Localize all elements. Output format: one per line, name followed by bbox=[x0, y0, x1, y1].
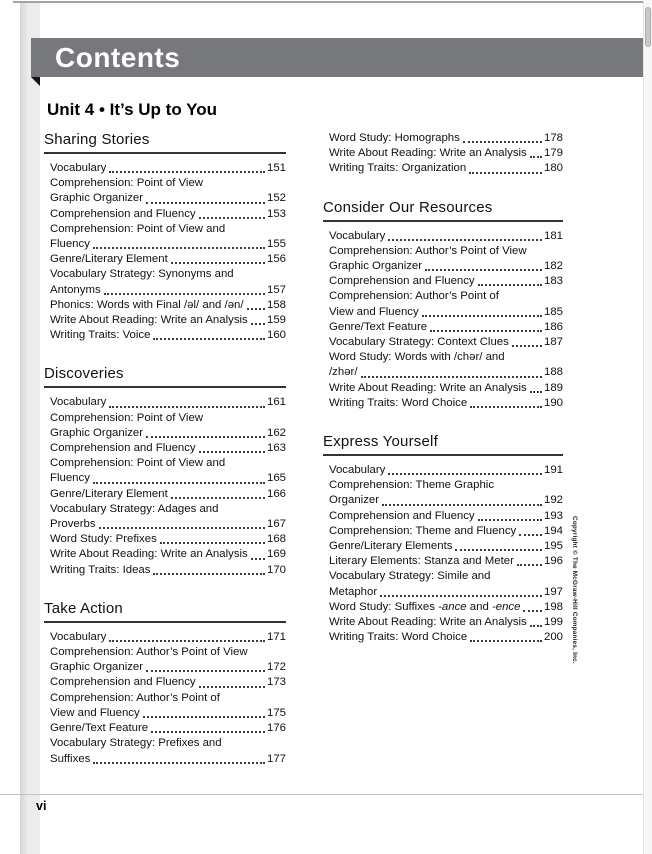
toc-entry-lastline bbox=[329, 396, 563, 411]
toc-entry-lastline bbox=[329, 524, 563, 539]
toc-section-heading: Consider Our Resources bbox=[323, 199, 563, 222]
toc-entry bbox=[323, 509, 563, 524]
dot-leader bbox=[171, 497, 265, 499]
toc-section-heading: Sharing Stories bbox=[44, 131, 286, 154]
toc-entry-page: 153 bbox=[266, 207, 286, 220]
toc-entry-label: Comprehension and Fluency bbox=[50, 442, 196, 455]
dot-leader bbox=[422, 315, 542, 317]
toc-entry-label: Genre/Literary Elements bbox=[329, 540, 453, 553]
toc-entry bbox=[323, 615, 563, 630]
toc-column-right bbox=[323, 131, 563, 767]
dot-leader bbox=[530, 156, 542, 158]
toc-entry-label: Word Study: Prefixes bbox=[50, 533, 157, 546]
toc-entry-label: /zhər/ bbox=[329, 366, 358, 379]
dot-leader bbox=[388, 473, 542, 475]
toc-entry-line bbox=[329, 569, 563, 584]
toc-entry-label: Genre/Literary Element bbox=[50, 253, 168, 266]
toc-entry-lastline bbox=[329, 274, 563, 289]
toc-entry-lastline bbox=[329, 630, 563, 645]
toc-entry-lastline bbox=[50, 630, 286, 645]
toc-entry bbox=[323, 335, 563, 350]
dot-leader bbox=[99, 527, 265, 529]
toc-entry-lastline bbox=[329, 493, 563, 508]
toc-section-heading: Discoveries bbox=[44, 365, 286, 388]
toc-entry bbox=[44, 313, 286, 328]
toc-entry bbox=[44, 252, 286, 267]
toc-entry-label: Phonics: Words with Final /əl/ and /ən/ bbox=[50, 298, 244, 311]
dot-leader bbox=[146, 670, 265, 672]
toc-entry bbox=[44, 736, 286, 766]
toc-entry-page: 189 bbox=[543, 381, 563, 394]
toc-entry-line bbox=[50, 222, 286, 237]
dot-leader bbox=[470, 640, 542, 642]
toc-entry-label: Vocabulary Strategy: Simile and bbox=[329, 570, 491, 583]
toc-entry bbox=[44, 721, 286, 736]
dot-leader bbox=[519, 534, 542, 536]
toc-entry-label: Vocabulary bbox=[329, 464, 386, 477]
dot-leader bbox=[93, 482, 265, 484]
dot-leader bbox=[512, 345, 542, 347]
toc-entry bbox=[323, 524, 563, 539]
dot-leader bbox=[251, 558, 265, 560]
toc-entry-label: Metaphor bbox=[329, 585, 378, 598]
dot-leader bbox=[199, 451, 265, 453]
toc-entry-page: 185 bbox=[543, 305, 563, 318]
toc-entry-label: Writing Traits: Voice bbox=[50, 329, 151, 342]
toc-entry-page: 177 bbox=[266, 752, 286, 765]
toc-entry-page: 181 bbox=[543, 229, 563, 242]
toc-section bbox=[323, 199, 563, 411]
toc-entry-page: 156 bbox=[266, 253, 286, 266]
toc-columns bbox=[44, 131, 563, 767]
toc-entry-lastline bbox=[329, 335, 563, 350]
toc-section bbox=[323, 433, 563, 645]
scrollbar[interactable] bbox=[643, 0, 652, 854]
page-title: Contents bbox=[55, 42, 181, 73]
toc-column-left bbox=[44, 131, 286, 767]
toc-entry bbox=[323, 381, 563, 396]
toc-entry bbox=[44, 547, 286, 562]
toc-entry-line bbox=[50, 736, 286, 751]
toc-entry-lastline bbox=[50, 487, 286, 502]
toc-entry bbox=[323, 463, 563, 478]
toc-entry bbox=[323, 320, 563, 335]
toc-entry bbox=[323, 274, 563, 289]
dot-leader bbox=[104, 293, 265, 295]
toc-entry-lastline bbox=[50, 721, 286, 736]
toc-entry-label: Graphic Organizer bbox=[50, 661, 144, 674]
toc-entry-lastline bbox=[329, 365, 563, 380]
footer-rule bbox=[0, 794, 643, 795]
toc-entry-page: 187 bbox=[543, 336, 563, 349]
toc-entry-line bbox=[329, 289, 563, 304]
toc-entry bbox=[44, 645, 286, 675]
toc-entry-lastline bbox=[50, 313, 286, 328]
toc-entry-label: Writing Traits: Word Choice bbox=[329, 631, 468, 644]
toc-entry-label: Comprehension: Author’s Point of View bbox=[50, 646, 248, 659]
toc-entry bbox=[323, 244, 563, 274]
dot-leader bbox=[530, 391, 542, 393]
toc-section bbox=[44, 600, 286, 767]
toc-entry-label: Comprehension and Fluency bbox=[50, 207, 196, 220]
toc-entry bbox=[44, 222, 286, 252]
toc-entry-lastline bbox=[50, 706, 286, 721]
toc-entry-label: Comprehension: Point of View bbox=[50, 177, 204, 190]
toc-entry-lastline bbox=[329, 509, 563, 524]
toc-entry-line bbox=[50, 645, 286, 660]
dot-leader bbox=[478, 284, 542, 286]
toc-entry-page: 186 bbox=[543, 320, 563, 333]
toc-entry-lastline bbox=[50, 547, 286, 562]
toc-entry bbox=[44, 176, 286, 206]
toc-entry-page: 180 bbox=[543, 162, 563, 175]
toc-entry-label: Write About Reading: Write an Analysis bbox=[329, 616, 527, 629]
toc-entry-line bbox=[50, 691, 286, 706]
toc-entry bbox=[44, 691, 286, 721]
toc-entry-lastline bbox=[50, 252, 286, 267]
dot-leader bbox=[93, 247, 265, 249]
toc-entry-page: 197 bbox=[543, 585, 563, 598]
toc-entry-label: Write About Reading: Write an Analysis bbox=[50, 314, 248, 327]
toc-entry bbox=[323, 289, 563, 319]
toc-entry-lastline bbox=[329, 600, 563, 615]
toc-entry-page: 165 bbox=[266, 472, 286, 485]
dot-leader bbox=[199, 217, 265, 219]
toc-entry-label: Genre/Text Feature bbox=[329, 320, 428, 333]
toc-entry-label: Comprehension and Fluency bbox=[329, 275, 475, 288]
toc-entry-label: View and Fluency bbox=[329, 305, 419, 318]
toc-entry-label: Word Study: Words with /chər/ and bbox=[329, 351, 505, 364]
toc-entry bbox=[44, 675, 286, 690]
toc-entry-lastline bbox=[329, 146, 563, 161]
toc-entry-page: 173 bbox=[266, 676, 286, 689]
toc-entry-lastline bbox=[329, 320, 563, 335]
toc-entry-lastline bbox=[50, 191, 286, 206]
unit-title: Unit 4 • It’s Up to You bbox=[47, 100, 217, 119]
toc-entry-page: 172 bbox=[266, 661, 286, 674]
toc-entry bbox=[323, 131, 563, 146]
dot-leader bbox=[388, 239, 542, 241]
toc-entry-label: Literary Elements: Stanza and Meter bbox=[329, 555, 514, 568]
dot-leader bbox=[455, 549, 542, 551]
toc-entry-page: 198 bbox=[543, 600, 563, 613]
toc-entry-page: 157 bbox=[266, 283, 286, 296]
toc-entry-lastline bbox=[50, 563, 286, 578]
toc-entry-label: Vocabulary bbox=[50, 630, 107, 643]
contents-banner bbox=[31, 38, 643, 77]
toc-entry bbox=[323, 554, 563, 569]
toc-entry bbox=[323, 569, 563, 599]
toc-entry-lastline bbox=[329, 554, 563, 569]
toc-entry-label: Write About Reading: Write an Analysis bbox=[329, 147, 527, 160]
scrollbar-thumb[interactable] bbox=[645, 7, 651, 47]
toc-entry-lastline bbox=[50, 328, 286, 343]
dot-leader bbox=[523, 610, 542, 612]
page-number: vi bbox=[36, 799, 47, 813]
toc-entry-label: Organizer bbox=[329, 494, 380, 507]
toc-entry-page: 192 bbox=[543, 494, 563, 507]
dot-leader bbox=[146, 202, 265, 204]
dot-leader bbox=[143, 716, 265, 718]
toc-entry-page: 166 bbox=[266, 487, 286, 500]
toc-entry-page: 183 bbox=[543, 275, 563, 288]
dot-leader bbox=[109, 406, 265, 408]
toc-entry-label: Writing Traits: Word Choice bbox=[329, 396, 468, 409]
dot-leader bbox=[146, 436, 265, 438]
toc-entry bbox=[44, 161, 286, 176]
toc-entry-page: 190 bbox=[543, 396, 563, 409]
toc-entry-page: 193 bbox=[543, 509, 563, 522]
toc-entry-lastline bbox=[50, 441, 286, 456]
toc-entry-label: Vocabulary Strategy: Context Clues bbox=[329, 336, 509, 349]
toc-entry-page: 191 bbox=[543, 464, 563, 477]
toc-entry-label: Proverbs bbox=[50, 518, 96, 531]
toc-entry-label: Graphic Organizer bbox=[329, 260, 423, 273]
toc-entry-label: Write About Reading: Write an Analysis bbox=[329, 381, 527, 394]
toc-entry bbox=[323, 539, 563, 554]
toc-entry-lastline bbox=[329, 381, 563, 396]
dot-leader bbox=[199, 686, 265, 688]
toc-entry bbox=[323, 478, 563, 508]
toc-entry-page: 168 bbox=[266, 533, 286, 546]
toc-entry-label: Genre/Literary Element bbox=[50, 487, 168, 500]
toc-entry-lastline bbox=[50, 675, 286, 690]
toc-entry bbox=[44, 532, 286, 547]
toc-entry-lastline bbox=[50, 517, 286, 532]
toc-entry-page: 194 bbox=[543, 524, 563, 537]
toc-entry-lastline bbox=[50, 752, 286, 767]
toc-entry-label: Comprehension: Author’s Point of View bbox=[329, 244, 527, 257]
toc-entry-label: Vocabulary Strategy: Adages and bbox=[50, 502, 219, 515]
toc-entry-lastline bbox=[50, 207, 286, 222]
toc-entry bbox=[44, 395, 286, 410]
dot-leader bbox=[109, 171, 265, 173]
toc-entry bbox=[44, 563, 286, 578]
toc-entry-label: Vocabulary Strategy: Prefixes and bbox=[50, 737, 222, 750]
toc-entry-page: 169 bbox=[266, 548, 286, 561]
toc-entry bbox=[323, 396, 563, 411]
toc-entry-line bbox=[50, 267, 286, 282]
toc-entry-page: 179 bbox=[543, 147, 563, 160]
toc-entry-label: Comprehension: Author’s Point of bbox=[329, 290, 499, 303]
dot-leader bbox=[151, 731, 265, 733]
dot-leader bbox=[463, 141, 542, 143]
toc-entry-lastline bbox=[50, 426, 286, 441]
dot-leader bbox=[470, 406, 542, 408]
toc-entry bbox=[44, 441, 286, 456]
toc-entry-lastline bbox=[329, 305, 563, 320]
toc-entry-lastline bbox=[329, 463, 563, 478]
toc-entry-line bbox=[329, 244, 563, 259]
toc-entry-lastline bbox=[50, 237, 286, 252]
toc-entry-label: Fluency bbox=[50, 472, 90, 485]
dot-leader bbox=[93, 762, 265, 764]
toc-entry-page: 151 bbox=[266, 162, 286, 174]
toc-entry-lastline bbox=[329, 161, 563, 176]
toc-section-heading: Express Yourself bbox=[323, 433, 563, 456]
toc-entry-label: Comprehension: Point of View and bbox=[50, 457, 226, 470]
toc-entry-label: Genre/Text Feature bbox=[50, 722, 149, 735]
toc-section-heading: Take Action bbox=[44, 600, 286, 623]
toc-entry-lastline bbox=[329, 229, 563, 244]
toc-entry-page: 159 bbox=[266, 314, 286, 327]
toc-entry-label: Fluency bbox=[50, 238, 90, 251]
toc-entry-page: 195 bbox=[543, 540, 563, 553]
toc-entry-label: Vocabulary bbox=[50, 396, 107, 409]
toc-entry-label: Comprehension: Theme and Fluency bbox=[329, 524, 517, 537]
toc-entry bbox=[44, 267, 286, 297]
toc-entry-page: 178 bbox=[543, 132, 563, 144]
toc-entry-label: Comprehension and Fluency bbox=[329, 509, 475, 522]
toc-entry bbox=[44, 502, 286, 532]
toc-entry bbox=[44, 411, 286, 441]
document-page bbox=[40, 3, 643, 854]
toc-entry-lastline bbox=[50, 471, 286, 486]
toc-entry-page: 196 bbox=[543, 555, 563, 568]
toc-entry-lastline bbox=[50, 298, 286, 313]
toc-section bbox=[44, 131, 286, 343]
dot-leader bbox=[469, 172, 542, 174]
toc-entry bbox=[44, 630, 286, 645]
toc-entry-label: Graphic Organizer bbox=[50, 426, 144, 439]
dot-leader bbox=[160, 542, 265, 544]
dot-leader bbox=[153, 573, 265, 575]
toc-entry-page: 162 bbox=[266, 426, 286, 439]
toc-entry-page: 155 bbox=[266, 238, 286, 251]
toc-entry bbox=[44, 456, 286, 486]
toc-entry-lastline bbox=[329, 259, 563, 274]
toc-entry-label: Word Study: Homographs bbox=[329, 132, 460, 144]
toc-entry-label: View and Fluency bbox=[50, 706, 140, 719]
toc-entry bbox=[44, 487, 286, 502]
dot-leader bbox=[380, 595, 542, 597]
toc-entry-page: 200 bbox=[543, 631, 563, 644]
dot-leader bbox=[247, 308, 265, 310]
toc-entry-lastline bbox=[50, 395, 286, 410]
toc-entry-page: 158 bbox=[266, 298, 286, 311]
toc-entry bbox=[44, 298, 286, 313]
toc-entry-label: Comprehension: Author’s Point of bbox=[50, 691, 220, 704]
toc-entry-page: 152 bbox=[266, 192, 286, 205]
toc-entry-page: 176 bbox=[266, 722, 286, 735]
toc-entry-page: 161 bbox=[266, 396, 286, 409]
toc-entry bbox=[323, 630, 563, 645]
toc-entry-lastline bbox=[50, 283, 286, 298]
dot-leader bbox=[478, 519, 542, 521]
toc-entry-lastline bbox=[329, 615, 563, 630]
dot-leader bbox=[361, 376, 542, 378]
toc-entry-label: Comprehension: Point of View bbox=[50, 411, 204, 424]
toc-entry-line bbox=[329, 478, 563, 493]
toc-entry-lastline bbox=[50, 161, 286, 176]
dot-leader bbox=[425, 269, 542, 271]
dot-leader bbox=[171, 262, 265, 264]
toc-entry-label: Writing Traits: Organization bbox=[329, 162, 467, 175]
copyright-vertical-text: Copyright © The McGraw-Hill Companies, Inc. bbox=[571, 516, 578, 664]
toc-entry bbox=[44, 328, 286, 343]
dot-leader bbox=[251, 323, 265, 325]
toc-entry-page: 188 bbox=[543, 366, 563, 379]
toc-entry-lastline bbox=[329, 539, 563, 554]
toc-entry-page: 175 bbox=[266, 706, 286, 719]
toc-entry-label: Vocabulary Strategy: Synonyms and bbox=[50, 268, 234, 281]
toc-entry-lastline bbox=[329, 131, 563, 146]
toc-entry-line bbox=[329, 350, 563, 365]
toc-entry-label: Antonyms bbox=[50, 283, 101, 296]
toc-entry-page: 199 bbox=[543, 616, 563, 629]
dot-leader bbox=[530, 625, 542, 627]
toc-entry-label: Word Study: Suffixes -ance and -ence bbox=[329, 600, 521, 613]
toc-entry-line bbox=[50, 456, 286, 471]
toc-section bbox=[44, 365, 286, 577]
toc-entry bbox=[323, 161, 563, 176]
toc-entry bbox=[323, 146, 563, 161]
toc-entry-page: 171 bbox=[266, 630, 286, 643]
toc-entry-label: Graphic Organizer bbox=[50, 192, 144, 205]
toc-entry bbox=[323, 229, 563, 244]
toc-entry-page: 167 bbox=[266, 518, 286, 531]
toc-entry bbox=[44, 207, 286, 222]
toc-entry-line bbox=[50, 411, 286, 426]
toc-entry-line bbox=[50, 502, 286, 517]
toc-entry-label: Comprehension: Point of View and bbox=[50, 222, 226, 235]
toc-entry-label: Comprehension and Fluency bbox=[50, 676, 196, 689]
toc-entry-lastline bbox=[50, 660, 286, 675]
dot-leader bbox=[382, 504, 542, 506]
toc-entry-label: Writing Traits: Ideas bbox=[50, 563, 151, 576]
toc-entry bbox=[323, 350, 563, 380]
toc-entry-page: 170 bbox=[266, 563, 286, 576]
toc-entry bbox=[323, 600, 563, 615]
dot-leader bbox=[517, 564, 542, 566]
toc-entry-label: Comprehension: Theme Graphic bbox=[329, 479, 495, 492]
toc-entry-label: Write About Reading: Write an Analysis bbox=[50, 548, 248, 561]
toc-section bbox=[323, 131, 563, 177]
toc-entry-label: Suffixes bbox=[50, 752, 91, 765]
dot-leader bbox=[153, 338, 265, 340]
dot-leader bbox=[109, 640, 265, 642]
toc-entry-line bbox=[50, 176, 286, 191]
toc-entry-lastline bbox=[329, 585, 563, 600]
toc-entry-label: Vocabulary bbox=[329, 229, 386, 242]
dot-leader bbox=[430, 330, 542, 332]
toc-entry-lastline bbox=[50, 532, 286, 547]
toc-entry-page: 160 bbox=[266, 329, 286, 342]
toc-entry-page: 163 bbox=[266, 442, 286, 455]
toc-entry-label: Vocabulary bbox=[50, 162, 107, 174]
page-edge-strip bbox=[20, 3, 40, 854]
toc-entry-page: 182 bbox=[543, 260, 563, 273]
